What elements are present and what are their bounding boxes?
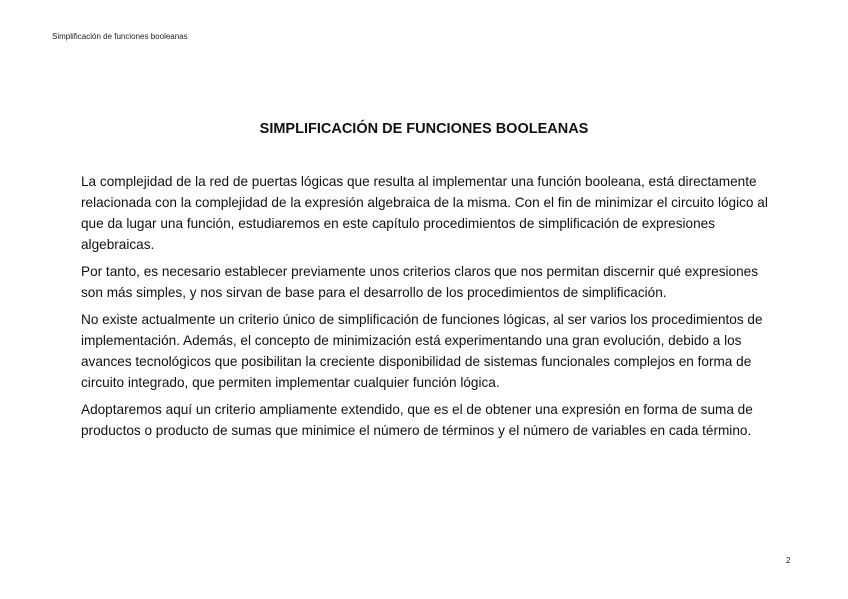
page-title: SIMPLIFICACIÓN DE FUNCIONES BOOLEANAS [259, 121, 589, 137]
paragraph-1: La complejidad de la red de puertas lógicas que resulta al implementar una función booleana, está directamente relacionada con la complejidad de la expresión algebraica de la misma. Con el fin de minimizar el circuito lógico al que da lugar una función, estudiaremos en este capítulo procedimientos de simplificación de expresiones algebraicas. [81, 174, 768, 252]
paragraph-4: Adoptaremos aquí un criterio ampliamente extendido, que es el de obtener una expresión en forma de suma de productos o producto de sumas que minimice el número de términos y el número de variables en cada término. [81, 402, 753, 438]
paragraph-2: Por tanto, es necesario establecer previamente unos criterios claros que nos permitan discernir qué expresiones son más simples, y nos sirvan de base para el desarrollo de los procedimientos de simplificación. [81, 264, 759, 300]
page-number: 2 [786, 556, 791, 565]
running-header: Simplificación de funciones booleanas [52, 32, 188, 41]
body-text [81, 171, 781, 447]
paragraph-3: No existe actualmente un criterio único de simplificación de funciones lógicas, al ser varios los procedimientos de implementación. Además, el concepto de minimización está experimentando una gran evolución, debido a los avances tecnológicos que posibilitan la creciente disponibilidad de sistemas funcionales complejos en forma de circuito integrado, que permiten implementar cualquier función lógica. [81, 312, 763, 390]
